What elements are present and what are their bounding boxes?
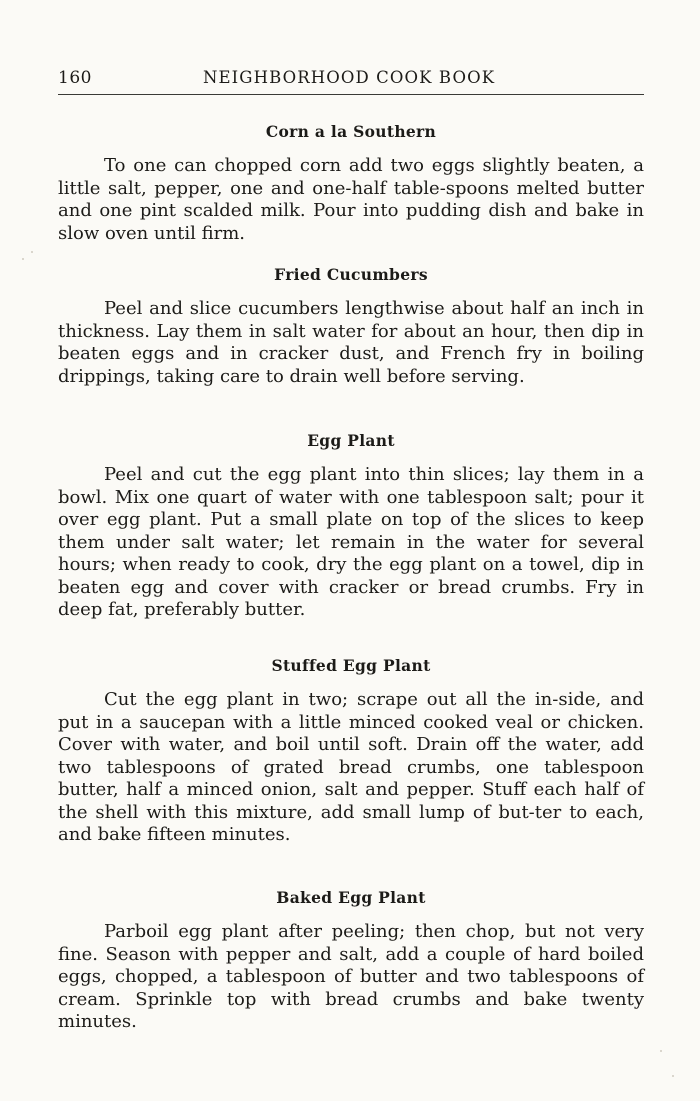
recipe-text: Parboil egg plant after peeling; then chop, but not very fine. Season with pepper and salt, add a couple of hard boiled eggs, chopped, a tablespoon of butter and two tablespoons of cream. Sprinkle top with bread crumbs and bake twenty minutes. — [58, 921, 644, 1032]
recipe-title: Fried Cucumbers — [274, 265, 428, 284]
paper-speck — [31, 251, 33, 253]
recipe-corn-a-la-southern — [58, 122, 644, 245]
recipe-title: Baked Egg Plant — [276, 888, 426, 907]
recipe-text: Peel and cut the egg plant into thin slices; lay them in a bowl. Mix one quart of water with one tablespoon salt; pour it over egg plant. Put a small plate on top of the slices to keep them under salt water; let remain in the water for several hours; when ready to cook, dry the egg plant on a towel, dip in beaten egg and cover with cracker or bread crumbs. Fry in deep fat, preferably butter. — [58, 464, 644, 620]
recipe-text: To one can chopped corn add two eggs slightly beaten, a little salt, pepper, one and one-half table-spoons melted butter and one pint scalded milk. Pour into pudding dish and bake in slow oven until firm. — [58, 155, 644, 244]
running-header — [58, 64, 644, 95]
recipe-title: Egg Plant — [307, 431, 395, 450]
recipe-egg-plant — [58, 431, 644, 622]
recipe-baked-egg-plant — [58, 888, 644, 1034]
recipe-fried-cucumbers — [58, 265, 644, 388]
page-number: 160 — [58, 68, 92, 88]
recipe-stuffed-egg-plant — [58, 656, 644, 847]
paper-speck — [660, 1050, 662, 1052]
recipe-text: Cut the egg plant in two; scrape out all the in-side, and put in a saucepan with a little minced cooked veal or chicken. Cover with water, and boil until soft. Drain off the water, add two tablespoons of grated bread crumbs, one tablespoon butter, half a minced onion, salt and pepper. Stuff each half of the shell with this mixture, add small lump of but-ter to each, and bake fifteen minutes. — [58, 689, 644, 845]
book-title: NEIGHBORHOOD COOK BOOK — [203, 68, 496, 87]
recipe-title: Corn a la Southern — [265, 122, 437, 141]
paper-speck — [22, 258, 24, 260]
recipe-title: Stuffed Egg Plant — [271, 656, 431, 675]
recipe-text: Peel and slice cucumbers lengthwise about half an inch in thickness. Lay them in salt water for about an hour, then dip in beaten eggs and in cracker dust, and French fry in boiling drippings, taking care to drain well before serving. — [58, 298, 644, 387]
paper-speck — [672, 1075, 674, 1077]
